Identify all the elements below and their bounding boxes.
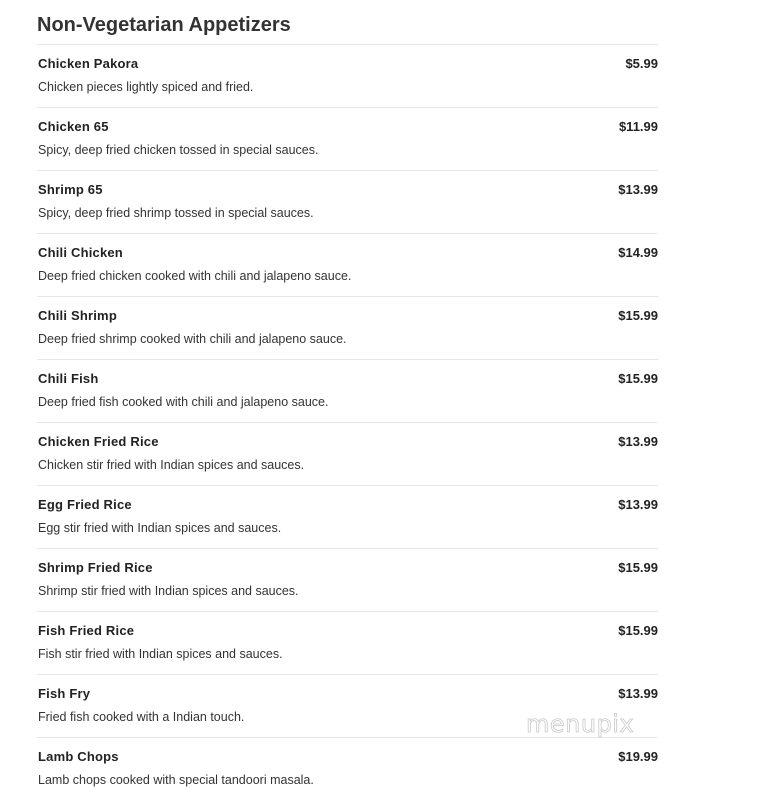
item-description: Fish stir fried with Indian spices and sauces. bbox=[38, 647, 283, 661]
item-name: Egg Fried Rice bbox=[38, 497, 132, 512]
item-name: Fish Fried Rice bbox=[38, 623, 135, 638]
menu-item bbox=[37, 611, 658, 674]
menu-item bbox=[37, 170, 658, 233]
menu-item bbox=[37, 485, 658, 548]
item-description: Deep fried chicken cooked with chili and jalapeno sauce. bbox=[38, 269, 352, 283]
menu-item bbox=[37, 44, 658, 107]
item-name: Chicken Fried Rice bbox=[38, 434, 159, 449]
menu-item bbox=[37, 548, 658, 611]
item-description: Chicken stir fried with Indian spices and sauces. bbox=[38, 458, 305, 472]
item-price: $15.99 bbox=[618, 623, 658, 638]
menu-item bbox=[37, 296, 658, 359]
menu-section bbox=[37, 0, 658, 800]
menu-item bbox=[37, 359, 658, 422]
item-price: $13.99 bbox=[618, 686, 658, 701]
menu-item bbox=[37, 107, 658, 170]
item-name: Chicken 65 bbox=[38, 119, 109, 134]
item-description: Fried fish cooked with a Indian touch. bbox=[38, 710, 245, 724]
section-title: Non-Vegetarian Appetizers bbox=[37, 14, 291, 36]
item-name: Chili Fish bbox=[38, 371, 99, 386]
item-name: Shrimp 65 bbox=[38, 182, 103, 197]
item-name: Chili Chicken bbox=[38, 245, 123, 260]
item-price: $11.99 bbox=[618, 119, 658, 134]
item-description: Deep fried shrimp cooked with chili and jalapeno sauce. bbox=[38, 332, 347, 346]
item-name: Fish Fry bbox=[38, 686, 91, 701]
item-name: Chili Shrimp bbox=[38, 308, 117, 323]
item-price: $15.99 bbox=[618, 371, 658, 386]
item-description: Lamb chops cooked with special tandoori masala. bbox=[38, 773, 314, 787]
item-price: $13.99 bbox=[618, 182, 658, 197]
menu-item bbox=[37, 422, 658, 485]
item-name: Lamb Chops bbox=[38, 749, 119, 764]
item-description: Deep fried fish cooked with chili and jalapeno sauce. bbox=[38, 395, 329, 409]
menu-item bbox=[37, 737, 658, 800]
item-description: Spicy, deep fried shrimp tossed in special sauces. bbox=[38, 206, 314, 220]
menu-item bbox=[37, 233, 658, 296]
menupix-watermark: menupix bbox=[526, 710, 635, 738]
item-description: Egg stir fried with Indian spices and sauces. bbox=[38, 521, 282, 535]
item-price: $19.99 bbox=[618, 749, 658, 764]
item-price: $14.99 bbox=[618, 245, 658, 260]
item-description: Chicken pieces lightly spiced and fried. bbox=[38, 80, 254, 94]
item-price: $15.99 bbox=[618, 560, 658, 575]
item-price: $13.99 bbox=[618, 434, 658, 449]
item-description: Spicy, deep fried chicken tossed in special sauces. bbox=[38, 143, 319, 157]
item-name: Shrimp Fried Rice bbox=[38, 560, 153, 575]
item-price: $15.99 bbox=[618, 308, 658, 323]
item-price: $13.99 bbox=[618, 497, 658, 512]
item-name: Chicken Pakora bbox=[38, 56, 139, 71]
item-description: Shrimp stir fried with Indian spices and sauces. bbox=[38, 584, 299, 598]
item-price: $5.99 bbox=[625, 56, 658, 71]
